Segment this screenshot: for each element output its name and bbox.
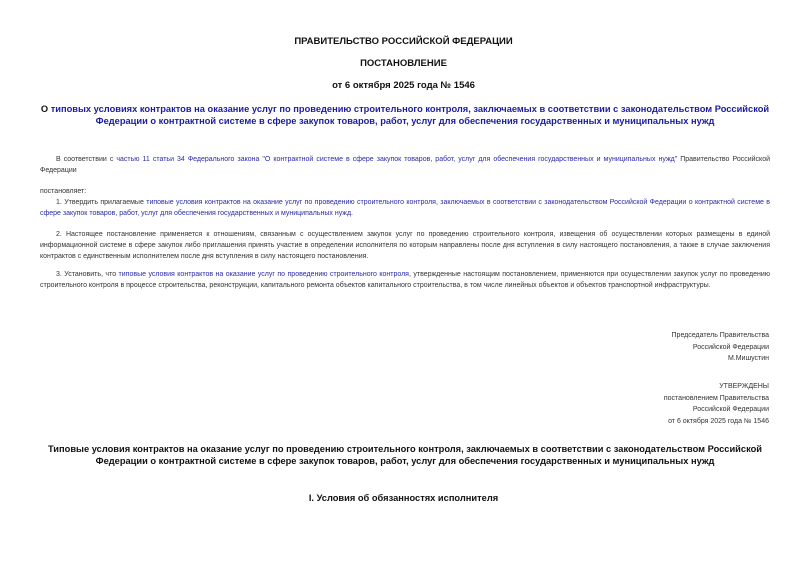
law-reference-link[interactable]: частью 11 статьи 34 Федерального закона "О контрактной системе в сфере закупок товаров, работ, услуг для обеспечения государственных и муниципальных нужд" xyxy=(116,156,678,163)
government-heading: ПРАВИТЕЛЬСТВО РОССИЙСКОЙ ФЕДЕРАЦИИ xyxy=(294,36,513,47)
title-prefix: О xyxy=(40,104,51,114)
signature-block xyxy=(672,330,769,365)
item-1-paragraph: 1. Утвердить прилагаемые типовые условия контрактов на оказание услуг по проведению строительного контроля, заключаемых в соответствии с законодательством Российской Федерации о контрактной системе в сфере закупок товаров, работ, услуг для обеспечения государственных и муниципальных нужд. xyxy=(40,199,770,217)
item-3-paragraph: 3. Установить, что типовые условия контрактов на оказание услуг по проведению строительного контроля, утвержденные настоящим постановлением, применяются при осуществлении закупок услуг по проведению строительного контроля в процессе строительства, реконструкции, капитального ремонта объектов капитального строительства, в том числе линейных объектов и объектов транспортной инфраструктуры. xyxy=(40,271,771,289)
section-heading-1: I. Условия об обязанностях исполнителя xyxy=(308,493,499,503)
preamble-paragraph: В соответствии с частью 11 статьи 34 Федерального закона "О контрактной системе в сфере закупок товаров, работ, услуг для обеспечения государственных и муниципальных нужд" Правительство Российской Федерации xyxy=(40,156,770,174)
document-date-number: от 6 октября 2025 года № 1546 xyxy=(332,80,475,91)
resolves-label: постановляет: xyxy=(40,188,87,195)
typical-conditions-link-2[interactable]: типовые условия контрактов на оказание услуг по проведению строительного контроля xyxy=(118,271,409,278)
annex-title: Типовые условия контрактов на оказание услуг по проведению строительного контроля, заключаемых в соответствии с законодательством Российской Федерации о контрактной системе в сфере закупок товаров, работ, услуг для обеспечения государственных и муниципальных нужд xyxy=(47,444,762,466)
item-2-paragraph: 2. Настоящее постановление применяется к отношениям, связанным с осуществлением закупок услуг по проведению строительного контроля, извещения об осуществлении которых размещены в единой информационной системе в сфере закупок либо приглашения принять участие в определении исполнителя по которым направлены после дня вступления в силу настоящего постановления, а также в случае заключения контрактов с единственным исполнителем после дня вступления в силу настоящего постановления. xyxy=(40,231,770,260)
title-link[interactable]: типовых условиях контрактов на оказание услуг по проведению строительного контроля, заключаемых в соответствии с законодательством Российской Федерации о контрактной системе в сфере закупок товаров, работ, услуг для обеспечения государственных и муниципальных нужд xyxy=(50,104,770,126)
typical-conditions-link[interactable]: типовые условия контрактов на оказание услуг по проведению строительного контроля, заключаемых в соответствии с законодательством Российской Федерации о контрактной системе в сфере закупок товаров, работ, услуг для обеспечения государственных и муниципальных нужд xyxy=(40,199,770,217)
document-type: ПОСТАНОВЛЕНИЕ xyxy=(360,58,447,69)
signature-country: Российской Федерации xyxy=(692,343,769,351)
signature-name: М.Мишустин xyxy=(727,355,769,362)
approval-block: УТВЕРЖДЕНЫ постановлением Правительства Российской Федерации от 6 октября 2025 года № 1546 xyxy=(663,383,769,425)
signature-position: Председатель Правительства xyxy=(671,332,769,339)
approval-heading: УТВЕРЖДЕНЫ xyxy=(719,383,769,390)
document-title xyxy=(40,103,770,127)
